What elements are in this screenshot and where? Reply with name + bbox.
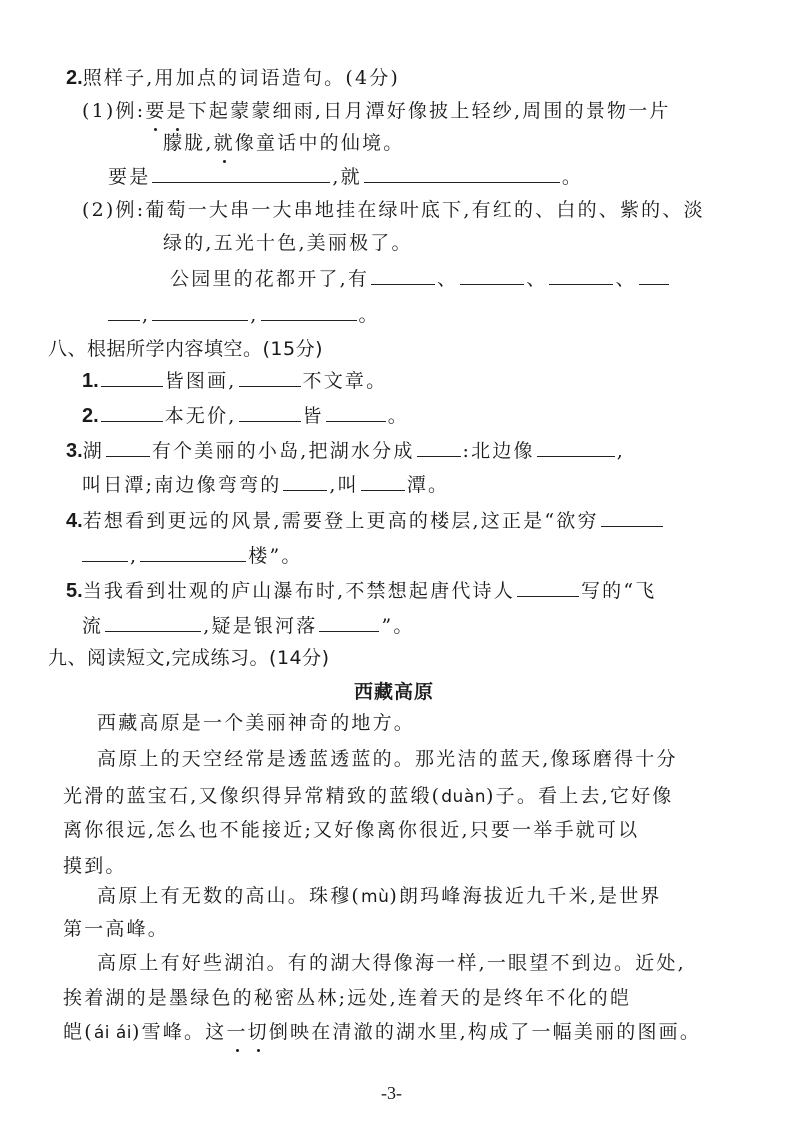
item-text: 叫日潭;南边像弯弯的 (82, 474, 282, 496)
passage-text: 倒映在清澈的湖水里,构成了一幅美丽的图画。 (268, 1021, 702, 1043)
q2-ex1-fill (108, 164, 583, 190)
item-text: 本无价, (164, 405, 237, 427)
item-text: , (616, 440, 625, 462)
q2-ex1-fill-lead: 要是 (108, 166, 151, 188)
section9-heading: 九、阅读短文,完成练习。(14分) (48, 647, 330, 669)
answer-blank[interactable] (101, 368, 163, 387)
answer-blank[interactable] (105, 613, 201, 632)
passage-line: 西藏高原是一个美丽神奇的地方。 (97, 712, 416, 734)
item-text: 。 (387, 405, 409, 427)
s8-item-5-cont (82, 613, 415, 639)
s8-item-3-cont (82, 472, 449, 498)
q2-ex2-fill (170, 266, 671, 292)
answer-blank[interactable] (82, 543, 128, 562)
passage-text: 皑( (63, 1021, 94, 1043)
q2-ex2-fill-lead: 公园里的花都开了,有 (170, 268, 370, 290)
answer-blank[interactable] (101, 403, 163, 422)
passage-text: )子。看上去,它好像 (486, 785, 674, 807)
q2-number: 2. (66, 67, 83, 89)
passage-text: 高原上有无数的高山。珠穆( (97, 885, 362, 907)
answer-blank[interactable] (283, 472, 327, 491)
emphasis-dot-char: 切 (247, 1021, 269, 1043)
item-number: 1. (82, 370, 99, 392)
item-text: 当我看到壮观的庐山瀑布时,不禁想起唐代诗人 (82, 580, 515, 602)
answer-blank[interactable] (417, 438, 461, 457)
answer-blank[interactable] (239, 403, 301, 422)
answer-blank[interactable] (460, 266, 524, 285)
passage-text: 光滑的蓝宝石,又像织得异常精致的蓝缎( (63, 785, 442, 807)
passage-line: 离你很远,怎么也不能接近;又好像离你很近,只要一举手就可以 (63, 819, 640, 841)
q2-ex1-label: (1)例: (82, 100, 146, 122)
answer-blank[interactable] (326, 403, 386, 422)
pinyin: mù (361, 887, 390, 907)
answer-blank[interactable] (639, 266, 669, 285)
passage-line: 挨着湖的是墨绿色的秘密丛林;远处,连着天的是终年不化的皑 (63, 987, 632, 1009)
item-text: 写的“飞 (580, 580, 657, 602)
answer-blank[interactable] (364, 164, 560, 183)
passage-text: )雪峰。这 (132, 1021, 227, 1043)
emphasis-dot-char: 要 (145, 100, 167, 122)
item-number: 3. (66, 440, 83, 462)
q2-ex1-fill-end: 。 (561, 166, 584, 188)
q2-ex1-fill-mid: ,就 (332, 166, 362, 188)
s8-item-3 (66, 438, 625, 464)
answer-blank[interactable] (601, 508, 663, 527)
q2-ex1-line2 (163, 130, 404, 156)
q2-ex1-text-b: 像童话中的仙境。 (234, 132, 405, 154)
s8-item-2 (82, 403, 409, 429)
answer-blank[interactable] (152, 302, 248, 321)
answer-blank[interactable] (537, 438, 615, 457)
separator: 、 (437, 268, 459, 290)
answer-blank[interactable] (106, 438, 150, 457)
q2-ex1-line1 (82, 98, 671, 124)
q2-heading (66, 65, 400, 91)
q2-ex2-text: 葡萄一大串一大串地挂在绿叶底下,有红的、白的、紫的、淡 (145, 199, 705, 221)
item-text: 有个美丽的小岛,把湖水分成 (151, 440, 415, 462)
item-text: ,叫 (329, 474, 359, 496)
emphasis-dot-char: 就 (213, 132, 235, 154)
q2-ex2-text2: 绿的,五光十色,美丽极了。 (163, 232, 413, 254)
s8-item-4 (66, 508, 665, 534)
q2-ex2-line1 (82, 197, 705, 223)
passage-text: )朗玛峰海拔近九千米,是世界 (389, 885, 662, 907)
passage-line (63, 783, 673, 810)
separator: , (142, 304, 151, 326)
answer-blank[interactable] (361, 472, 405, 491)
separator: 。 (358, 304, 380, 326)
s8-item-4-cont (80, 543, 303, 569)
item-text: 楼”。 (248, 545, 303, 567)
section8-heading: 八、根据所学内容填空。(15分) (48, 338, 324, 360)
separator: , (250, 304, 259, 326)
answer-blank[interactable] (140, 543, 246, 562)
answer-blank[interactable] (319, 613, 379, 632)
q2-ex1-text-a: 朦胧, (163, 132, 214, 154)
passage-title: 西藏高原 (354, 681, 435, 703)
separator: 、 (615, 268, 637, 290)
answer-blank[interactable] (371, 266, 435, 285)
s8-item-5 (66, 578, 656, 604)
q2-ex2-line2 (163, 230, 413, 256)
item-text: 若想看到更远的风景,需要登上更高的楼层,这正是“欲穷 (82, 510, 599, 532)
q2-ex2-label: (2)例: (82, 199, 146, 221)
page-number: -3- (381, 1083, 402, 1103)
passage-line (63, 1019, 701, 1046)
emphasis-dot-char: 一 (226, 1021, 248, 1043)
item-text: ,疑是银河落 (203, 615, 318, 637)
q2-ex1-text: 下起蒙蒙细雨,日月潭好像披上轻纱,周围的景物一片 (187, 100, 671, 122)
pinyin: ái ái (93, 1023, 133, 1043)
item-text: 湖 (82, 440, 104, 462)
item-text: 皆 (302, 405, 324, 427)
passage-line (97, 883, 662, 910)
item-text: , (130, 545, 139, 567)
answer-blank[interactable] (108, 302, 140, 321)
answer-blank[interactable] (152, 164, 330, 183)
q2-prompt: 照样子,用加点的词语造句。(4分) (82, 67, 401, 89)
answer-blank[interactable] (239, 368, 301, 387)
answer-blank[interactable] (261, 302, 357, 321)
item-number: 5. (66, 580, 83, 602)
item-text: ”。 (381, 615, 415, 637)
separator: 、 (526, 268, 548, 290)
pinyin: duàn (441, 787, 487, 807)
item-text: 潭。 (406, 474, 450, 496)
item-number: 2. (82, 405, 99, 427)
passage-line: 摸到。 (63, 855, 127, 877)
emphasis-dot-char: 是 (166, 100, 188, 122)
answer-blank[interactable] (517, 578, 579, 597)
q2-ex2-fill2 (106, 302, 380, 328)
item-text: 流 (82, 615, 104, 637)
item-text: :北边像 (462, 440, 535, 462)
passage-line: 高原上有好些湖泊。有的湖大得像海一样,一眼望不到边。近处, (97, 952, 686, 974)
item-text: 皆图画, (164, 370, 237, 392)
answer-blank[interactable] (549, 266, 613, 285)
item-number: 4. (66, 510, 83, 532)
passage-line: 高原上的天空经常是透蓝透蓝的。那光洁的蓝天,像琢磨得十分 (97, 748, 678, 770)
item-text: 不文章。 (302, 370, 388, 392)
s8-item-1 (82, 368, 387, 394)
passage-line: 第一高峰。 (63, 918, 170, 940)
